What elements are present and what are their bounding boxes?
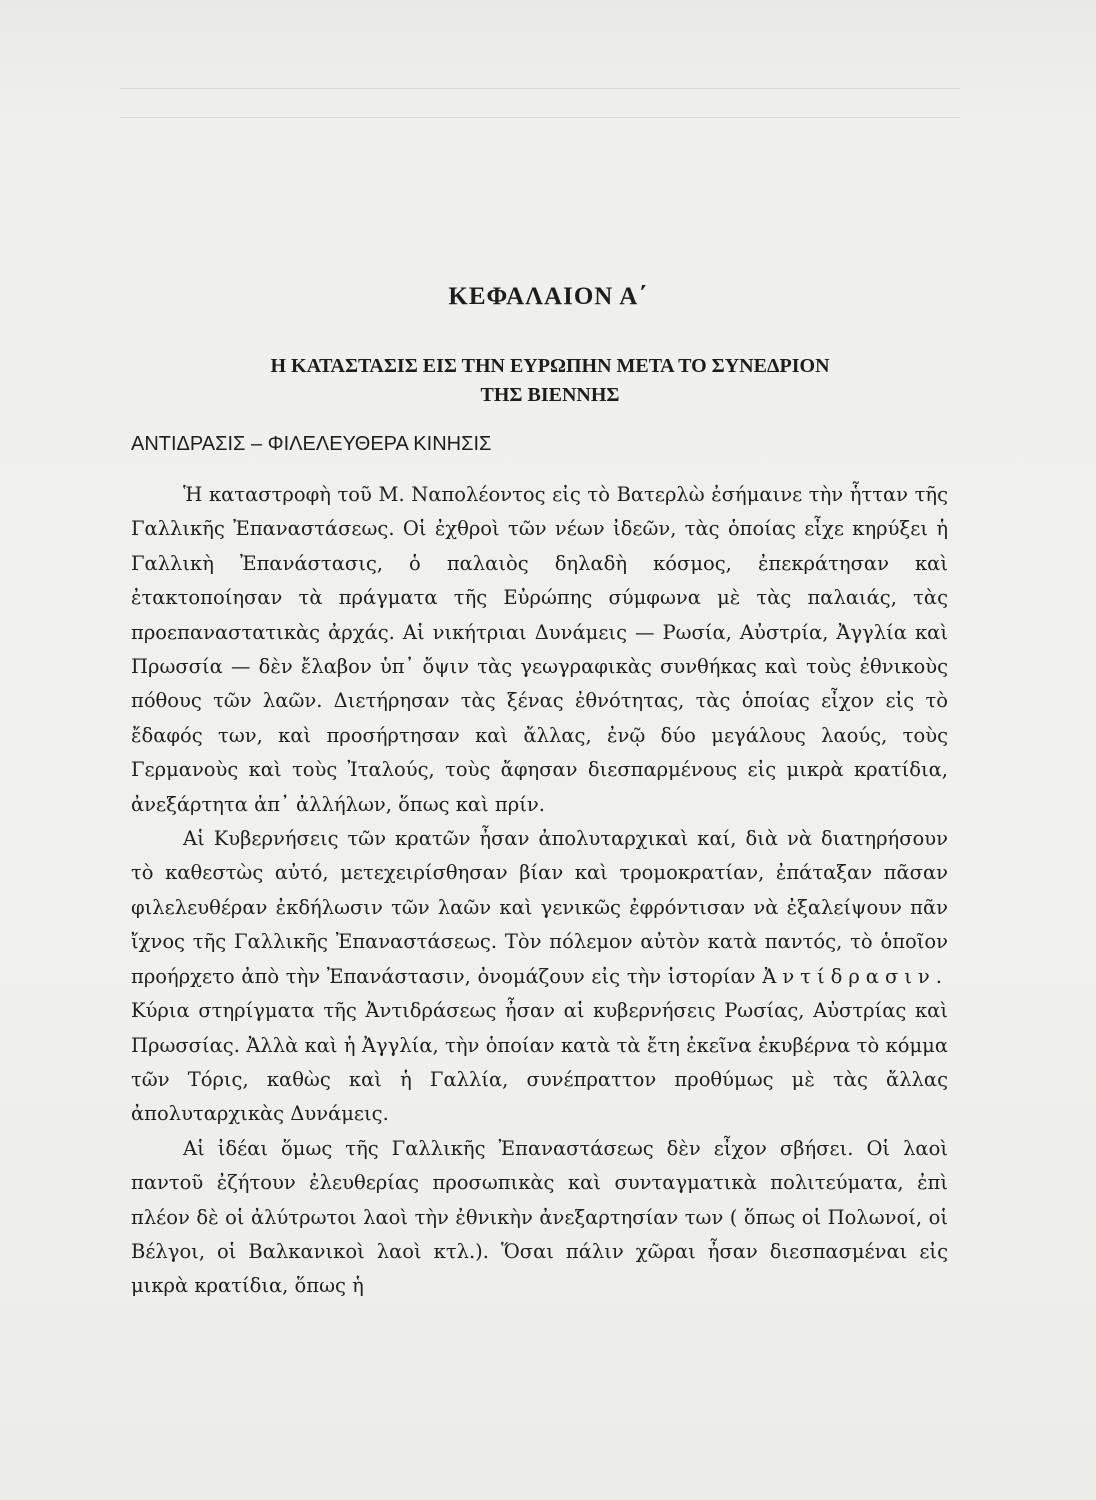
paragraph-3: Αἱ ἰδέαι ὅμως τῆς Γαλλικῆς Ἐπαναστάσεως δὲν εἶχον σβήσει. Οἱ λαοὶ παντοῦ ἐζήτουν ἐλευθερίας προσωπικὰς καὶ συνταγματικὰ πολιτεύματα, ἐπὶ πλέον δὲ οἱ ἀλύτρωτοι λαοὶ τὴν ἐθνικὴν ἀνεξαρτησίαν των ( ὅπως οἱ Πολωνοί, οἱ Βέλγοι, οἱ Βαλκανικοὶ λαοὶ κτλ.). Ὅσαι πάλιν χῶραι ἦσαν διεσπασμέναι εἰς μικρὰ κρατίδια, ὅπως ἡ	[131, 1136, 948, 1298]
section-subtitle: ΑΝΤΙΔΡΑΣΙΣ – ΦΙΛΕΛΕΥΘΕΡΑ ΚΙΝΗΣΙΣ	[131, 433, 492, 455]
paragraph-2-text-start: Αἱ Κυβερνήσεις τῶν κρατῶν ἦσαν ἀπολυταρχικαὶ καί, διὰ νὰ διατηρήσουν τὸ καθεστὼς αὐτό, μετεχειρίσθησαν βίαν καὶ τρομοκρατίαν, ἐπάταξαν πᾶσαν φιλελευθέραν ἐκδήλωσιν τῶν λαῶν καὶ γενικῶς ἐφρόντισαν νὰ ἐξαλείψουν πᾶν ἴχνος τῆς Γαλλικῆς Ἐπαναστάσεως. Τὸν πόλεμον αὐτὸν κατὰ παντός, τὸ ὁποῖον προήρχετο ἀπὸ τὴν Ἐπανάστασιν, ὀνομάζουν εἰς τὴν ἱστορίαν	[131, 827, 948, 988]
bleed-through-line	[120, 88, 960, 89]
section-heading-line-2: ΤΗΣ ΒΙΕΝΝΗΣ	[480, 384, 620, 406]
section-heading	[180, 352, 920, 410]
emphasized-term: Ἀντίδρασιν.	[762, 964, 948, 988]
chapter-title: ΚΕΦΑΛΑΙΟΝ Α΄	[448, 283, 648, 310]
paragraph-2	[131, 822, 948, 1132]
paragraph-2-text-end: Κύρια στηρίγματα τῆς Ἀντιδράσεως ἦσαν αἱ κυβερνήσεις Ρωσίας, Αὐστρίας καὶ Πρωσσίας. Ἀλλὰ καὶ ἡ Ἀγγλία, τὴν ὁποίαν κατὰ τὰ ἔτη ἐκεῖνα ἐκυβέρνα τὸ κόμμα τῶν Τόρις, καθὼς καὶ ἡ Γαλλία, συνέπραττον προθύμως μὲ τὰς ἄλλας ἀπολυταρχικὰς Δυνάμεις.	[131, 999, 948, 1126]
paragraph-1: Ἡ καταστροφὴ τοῦ Μ. Ναπολέοντος εἰς τὸ Βατερλὼ ἐσήμαινε τὴν ἧτταν τῆς Γαλλικῆς Ἐπαναστάσεως. Οἱ ἐχθροὶ τῶν νέων ἰδεῶν, τὰς ὁποίας εἶχε κηρύξει ἡ Γαλλικὴ Ἐπανάστασις, ὁ παλαιὸς δηλαδὴ κόσμος, ἐπεκράτησαν καὶ ἐτακτοποίησαν τὰ πράγματα τῆς Εὐρώπης σύμφωνα μὲ τὰς παλαιάς, τὰς προεπαναστατικὰς ἀρχάς. Αἱ νικήτριαι Δυνάμεις — Ρωσία, Αὐστρία, Ἀγγλία καὶ Πρωσσία — δὲν ἔλαβον ὑπ᾿ ὄψιν τὰς γεωγραφικὰς συνθήκας καὶ τοὺς ἐθνικοὺς πόθους τῶν λαῶν. Διετήρησαν τὰς ξένας ἐθνότητας, τὰς ὁποίας εἶχον εἰς τὸ ἔδαφός των, καὶ προσήρτησαν καὶ ἄλλας, ἐνῷ δύο μεγάλους λαούς, τοὺς Γερμανοὺς καὶ τοὺς Ἰταλούς, τοὺς ἄφησαν διεσπαρμένους εἰς μικρὰ κρατίδια, ἀνεξάρτητα ἀπ᾿ ἀλλήλων, ὅπως καὶ πρίν.	[131, 483, 948, 816]
bleed-through-line	[120, 117, 960, 118]
section-heading-line-1: Η ΚΑΤΑΣΤΑΣΙΣ ΕΙΣ ΤΗΝ ΕΥΡΩΠΗΝ ΜΕΤΑ ΤΟ ΣΥΝΕΔΡΙΟΝ	[270, 355, 830, 377]
body-text	[131, 478, 948, 1304]
